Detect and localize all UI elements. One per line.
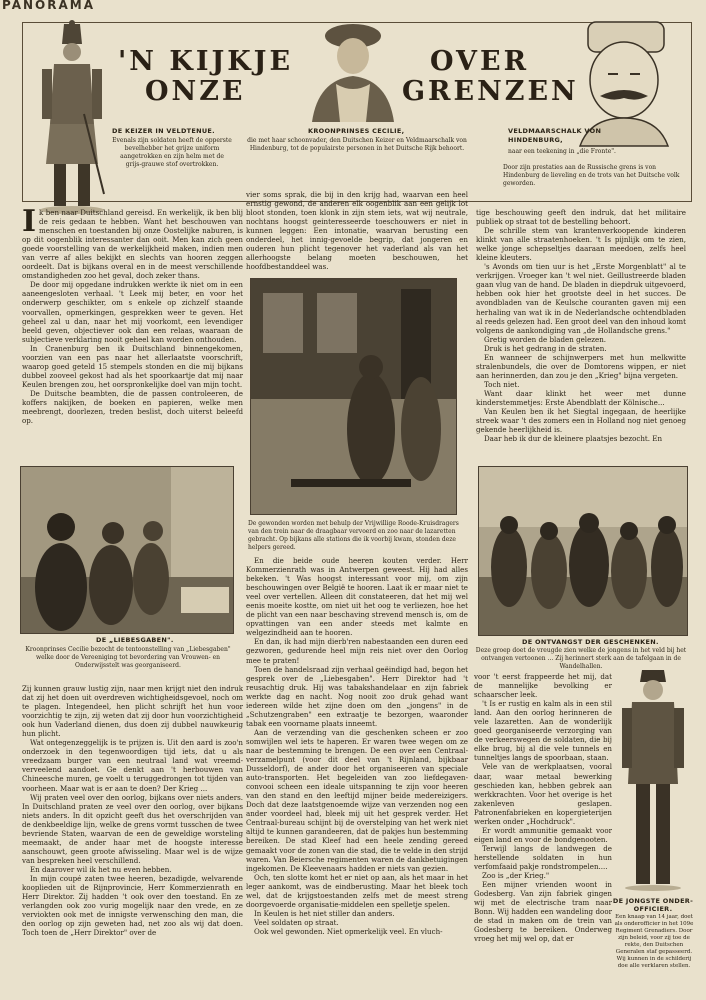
liebesgaben-caption-text: Kroonprinses Cecilie bezocht de tentoonstelling van „Liebesgaben" welke door de Vereeniging tot bevordering van Vrouwen- en Onderwijsstelt was georganiseerd. — [25, 646, 231, 669]
article-paragraph: Och, ten slotte komt het er niet op aan, als het maar in het leger aankomt, was de eindberusting. Maar het bleek toch wel, dat de krijgstoestanden zelfs met de meest streng doorgevoerde organisatie-middelen een spelletje spelen. — [246, 872, 468, 909]
article-paragraph: 's Avonds om tien uur is het „Erste Morgenblatt" al te verkrijgen. Vroeger kan 't wel niet. Geillustreerde bladen gaan vlug van de hand. De bladen in diepdruk uitgevoerd, hebben ook hier het grootste deel in het succes. De avondbladen van de Keulsche couranten gaven mij een herhaling van wat ik in de Nederlandsche ochtendbladen al reeds gelezen had. Een groot deel van den inhoud komt volgens de aankondiging van „de Hollandsche grens." — [476, 262, 686, 335]
keizer-caption-heading: DE KEIZER IN VELDTENUE. — [112, 127, 215, 135]
article-paragraph: In mijn coupé zaten twee heeren, bezadigde, welvarende kooplieden uit de Rijnprovincie, Herr Kommerzienrath en Herr Direktor. Zij hadden 't ook over den toestand. En ze verlangden ook zoo vurig mogelijk naar den vrede, en ze verviokten ook met de innigste verwensching den man, die den oorlog op zijn geweten had, net zoo als wij dat doen. Toch toen de „Herr Direktor" over de — [22, 873, 243, 938]
article-paragraph: En die beide oude heeren kouten verder. Herr Kommerzienrath was in Antwerpen geweest. Hij had alles bekeken. 't Was hoogst interessant voor mij, om zijn beschouwingen over België te hooren. Laat ik er maar niet te veel over vertellen. Alleen dit constateeren, dat het mij wel eenis moeite kostte, om niet uit het oog te verliezen, hoe het de plicht van een naar beschaving strevend mensch is, om de opvattingen van een ander steeds met kalmte en welgezindheid aan te hooren. — [246, 556, 468, 638]
article-paragraph: Gretig worden de bladen gelezen. — [484, 334, 607, 344]
article-paragraph: En daarover wil ik het nu even hebben. — [30, 864, 172, 874]
cecilie-caption-heading: KROONPRINSES CECILIE, — [308, 127, 405, 135]
article-paragraph: tige beschouwing geeft den indruk, dat het militaire publiek op straat tot de bestelling behoort. — [476, 208, 686, 227]
ontvangst-photo — [478, 466, 688, 636]
officier-caption-text: Een knaap van 14 jaar, doet als onderofficier in het 109e Regiment Grenadiers. Door zijn beleid, voor zij toe de rekte, den Duitschen Generalen staf gepasseerd. Wij kunnen in de schilderij doe alle verklaren stellen. — [614, 914, 694, 969]
keizer-figure-illustration — [24, 14, 114, 214]
ontvangst-caption-text: Deze groep doet de vreugde zien welke de jongens in het veld bij het ontvangen vertoonen ... Zij herinnert sterk aan de tafelgaan in de Wandelhallen. — [475, 647, 687, 670]
article-paragraph: 't Is er rustig en kalm als in een stil land. Aan den oorlog herinneren de vele lazaretten. Aan de wonderlijk goed georganiseerde verzorging van de verkeerswegen de soldaten, die bij elke brug, bij al die vele tunnels en tunneltjes langs de spoorbaan, staan. — [474, 699, 612, 763]
officier-caption-heading: DE JONGSTE ONDER-OFFICIER. — [612, 897, 694, 913]
article-paragraph: En dan, ik had mijn dierb'ren nabestaanden een duren eed gezworen, gedurende heel mijn reis niet over den Oorlog mee te praten! — [246, 637, 468, 665]
article-paragraph: Er wordt ammunitie gemaakt voor eigen land en voor de bondgenooten. — [474, 825, 612, 844]
article-paragraph: Van Keulen ben ik het Siegtal ingegaan, de heerlijke streek waar 't des zomers een in Holland nog niet genoeg gekende heerlijkheid is. — [476, 407, 686, 435]
article-paragraph: De Duitsche beambten, die de passen controleeren, de koffers nakijken, de boeken en papieren, welke men meebrengt, doorlezen, treden beslist, doch uiterst beleefd op. — [22, 388, 243, 426]
hindenburg-caption-sub: naar een teekening in „die Fronte". — [508, 148, 616, 155]
article-paragraph: Aan de verzending van die geschenken scheen er zoo somwijlen wel iets te haperen. Er waren twee wegen om ze naar de bestemming te brengen. De een over een Centraal-verzamelpunt (voor dit deel van 't Rijnland, bijkbaar Dusseldorf), de ander door het organiseeren van speciale auto-transporten. Het begeleiden van zoo liefdegaven-convooi scheen een ideale uitspanning te zijn voor heeren van den stand en den leeftijd mijner beide medereizigers. Doch dat deze laatstgenoemde wijze van verzenden nog een ander voordeel had, bleek mij uit het gesprek verder. Het Centraal-bureau schijnt bij de overstelping van het werk niet altijd te kunnen garandeeren, dat de pakjes hun bestemming bereiken. De stad Kleef had een heele zending gereed gemaakt voor de zonen van die stad, die te velde in den strijd waren. Van Beiersche regimenten waren de dankbetuigingen ingekomen. De Kleevenaars hadden er niets van gezien. — [246, 727, 468, 873]
headline-onze: ONZE — [145, 76, 246, 107]
cecilie-portrait-illustration — [300, 14, 406, 122]
article-paragraph: vier soms sprak, die bij in den krijg had, waarvan een heel ernstig gewond, de anderen elk oogenblik aan een gelijk lot bloot stonden, toen klonk in zijn stem iets, wat wij neutrale, nochtans hoogst geinteresseerde toeschouwers er niet in kunnen leggen: Een intonatie, waarvan berusting een onderdeel, het innig-gevoelde begrip, dat jongeren en ouderen hun plicht tegenover het vaderland als van het allerhoogste belang moeten beschouwen, het hoofdbestanddeel was. — [246, 190, 468, 272]
article-paragraph: Wij praten veel over den oorlog, bijkans over niets anders. In Duitschland praten ze veel over den oorlog, over bijkans niets anders. In dit opzicht geeft dus het overschrijden van de denkbeeldige lijn, welke de grens vormt tusschen de twee bevriende Staten, waarvan de een de geweldige worsteling meemaakt, de ander haar met de hoogste interesse aanschouwt, geen groote afwisseling. Maar wel is de wijze van bespreken heel verschillend. — [22, 792, 243, 865]
article-paragraph: In Keulen is het niet stiller dan anders. — [254, 908, 395, 918]
cecilie-caption-text: die met haar schoonvader, den Duitschen Keizer en Veldmaarschalk von Hindenburg, tot de populairste personen in het Duitsche Rijk behoort. — [247, 137, 467, 152]
article-paragraph: voor 't eerst frappeerde het mij, dat de mannelijke bevolking er schaarscher leek. — [474, 672, 612, 700]
article-column-3-top — [476, 208, 686, 458]
article-paragraph: Wat ontegenzeggelijk is te prijzen is. Uit den aard is zoo'n onderzoek in den tegenwoordigen tijd iets, dat u als vreedzaam burger van een neutraal land wat vreemd-verveelend aandoet. Ge denkt aan 't herbouwen van Chineesche muren, ge voelt u teruggedrongen tot tijden van voorheen. Maar wat is er aan te doen? Der Krieg ... — [22, 738, 243, 793]
article-paragraph: Zij kunnen grauw lustig zijn, naar men krijgt niet den indruk dat zij het doen uit overdreven wichtigheidsgevoel, noch om te plagen. Integendeel, hen plicht schrijft het hun voor voorzichtig te zijn, zij weten dat zij door hun voorzichtigheid ook hun Vaderland dienen, dus doen zij dubbel nauwkeurig hun plicht. — [22, 684, 243, 739]
masthead: PANORAMA — [2, 0, 95, 12]
article-column-3-bottom — [474, 672, 612, 988]
article-column-1-bottom — [22, 684, 243, 966]
keizer-caption-text: Evenals zijn soldaten heeft de opperste bevelhebber het grijze uniform aangetrokken en zijn helm met de grijs-grauwe stof overtrokken. — [112, 137, 232, 168]
article-paragraph: Toch niet. — [484, 379, 520, 389]
article-paragraph: Toen de handelsraad zijn verhaal geëindigd had, begon het gesprek over de „Liebesgaben". Herr Direktor had 't reusachtig druk. Hij was tabakshandelaar en zijn fabriek werkte dag en nacht. Nog nooit zoo druk gehad want iedereen wilde het zijne doen om den „jongens" in de „Schutzengraben" een extraatje te bezorgen, waaronder tabak een voorname plaats inneemt. — [246, 664, 468, 728]
liebesgaben-caption-heading: DE „LIEBESGABEN". — [96, 636, 174, 644]
article-paragraph: Want daar klinkt het weer met dunne kinderstemmetjes: Erste Abendblatt der Kölnische... — [476, 388, 686, 407]
article-column-1-top — [22, 208, 243, 460]
article-paragraph: De door mij opgedane indrukken werkte ik niet om in een aaneengesloten verhaal. 't Leek mij beter, en voor het onderwerp geschikter, om s enkele op zichzelf staande voorvallen, opmerkingen, gesprekken weer te geven. Het geheel zal u dan, naar het mij voorkomt, een levendiger beeld geven, objectiever ook dan een relaas, waaraan de subjectieve verklaring nooit geheel kan worden onthouden. — [22, 280, 243, 344]
article-paragraph: De schrille stem van krantenverkoopende kinderen klinkt van alle straatenhoeken. 't Is pijnlijk om te zien, welke jonge schepseltjes daaraan meedoen, zelfs heel kleine kleuters. — [476, 226, 686, 263]
hindenburg-caption-text: Door zijn prestaties aan de Russische grens is von Hindenburg de lieveling en de trots van het Duitsche volk geworden. — [503, 164, 680, 187]
liebesgaben-photo — [20, 466, 234, 634]
headline-grenzen: GRENZEN — [402, 76, 579, 107]
article-paragraph: Zoo is „der Krieg." — [482, 871, 550, 881]
train-wounded-photo — [250, 278, 457, 515]
article-paragraph: Veel soldaten op straat. — [254, 917, 339, 927]
article-paragraph: Een mijner vrienden woont in Godesberg. Van zijn fabriek gingen wij met de electrische tram naar Bonn. Wij hadden een wandeling door de stad in maken om de trein van Godesberg te bereiken. Onderweg vroeg het mij wel op, dat er — [474, 880, 612, 944]
article-paragraph: Ik ben naar Duitschland gereisd. En werkelijk, ik ben blij de reis gedaan te hebben. Want het beschouwen van menschen en toestanden bij onze Oostelijke naburen, is op dit oogenblik interessanter dan ooit. Men kan zich geen goede voorstelling van de werkelijkheid maken, indien men van verre af alles bekijkt en slechts van hooren zeggen oordeelt. Dat is bijkans overal en in de meest verschillende omstandigheden zoo het geval, doch zeker thans. — [22, 208, 243, 281]
article-paragraph: Vele van de werkplaatsen, vooral daar, waar metaal bewerking geschieden kan, hebben gebrek aan werkkrachten. Voor het overige is het zakenleven geslapen. Patronenfabrieken en kopergieterijen werken onder „Hochdruck". — [474, 762, 612, 826]
officier-figure-illustration — [616, 664, 690, 892]
article-paragraph: Terwijl langs de landwegen de herstellende soldaten in hun verfomfaaid pakje rondstrompelen.... — [474, 843, 612, 871]
article-paragraph: Ook wel gewonden. Niet opmerkelijk veel. En vluch- — [254, 926, 443, 936]
ontvangst-caption-heading: DE ONTVANGST DER GESCHENKEN. — [522, 638, 659, 646]
headline-kijkje: 'N KIJKJE — [118, 46, 294, 77]
article-paragraph: Daar heb ik dur de kleinere plaatsjes bezocht. En — [484, 434, 663, 444]
hindenburg-caption-heading: VELDMAARSCHALK VON HINDENBURG, — [508, 127, 602, 144]
article-column-2-bottom — [246, 556, 468, 996]
article-paragraph: In Cranenburg ben ik Duitschland binnengekomen, voorzien van een pas naar het allerlaatste voorschrift, waarop goed geteld 15 stempels stonden en die mij bijkans dubbel zooveel gekost had als het spoorkaartje dat mij naar Keulen brengen zou, het oorspronkelijke doel van mijn tocht. — [22, 343, 243, 389]
train-caption-text: De gewonden worden met behulp der Vrijwillige Roode-Kruisdragers van den trein naar de draagbaar vervoerd en zoo naar de lazaretten gebracht. Op bijkans alle stations die ik voorbij kwam, stonden deze helpers gereed. — [248, 520, 459, 551]
article-paragraph: Druk is het gedrang in de straten. — [484, 343, 607, 353]
article-paragraph: En wanneer de schijnwerpers met hun melkwitte stralenbundels, die over de Domtorens wippen, er niet aan herinnerden, dan zou je den „Krieg" bijna vergeten. — [476, 352, 686, 380]
headline-over: OVER — [430, 46, 530, 77]
article-column-2-top — [246, 190, 468, 272]
